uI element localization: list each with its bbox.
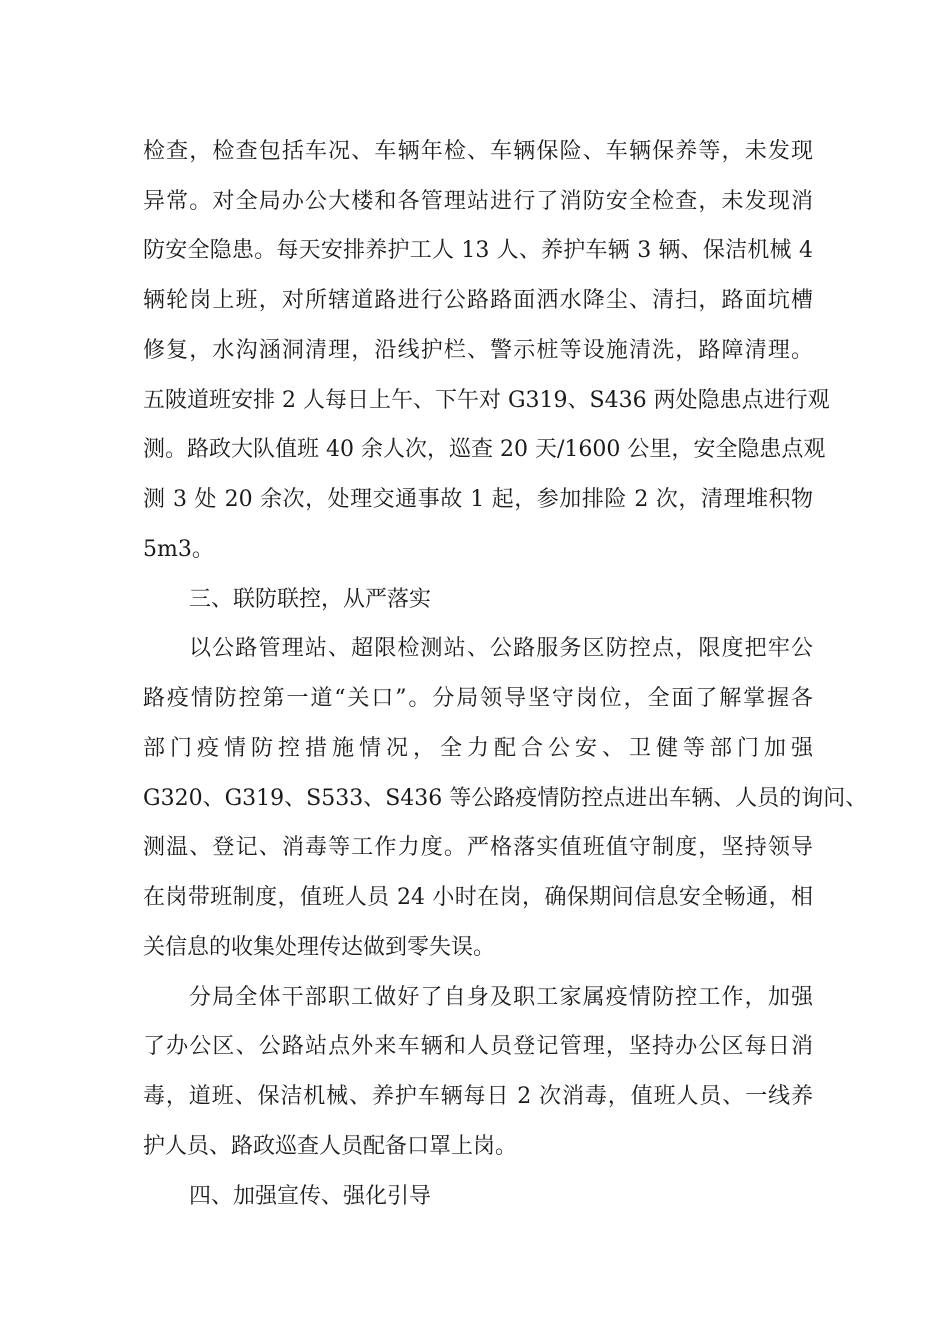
paragraph-line: 5m3。 bbox=[143, 537, 214, 562]
paragraph-line: 护人员、路政巡查人员配备口罩上岗。 bbox=[143, 1134, 518, 1159]
paragraph-line: 关信息的收集处理传达做到零失误。 bbox=[143, 935, 496, 960]
section-heading: 四、加强宣传、强化引导 bbox=[189, 1184, 432, 1209]
paragraph-line: 在岗带班制度，值班人员 24 小时在岗，确保期间信息安全畅通，相 bbox=[143, 885, 813, 910]
paragraph-line: 异常。对全局办公大楼和各管理站进行了消防安全检查，未发现消 bbox=[143, 189, 813, 214]
paragraph-line: 防安全隐患。每天安排养护工人 13 人、养护车辆 3 辆、保洁机械 4 bbox=[143, 238, 813, 263]
paragraph-line: 路疫情防控第一道“关口”。分局领导坚守岗位，全面了解掌握各 bbox=[143, 686, 813, 711]
paragraph-line: 五陂道班安排 2 人每日上午、下午对 G319、S436 两处隐患点进行观 bbox=[143, 388, 830, 413]
paragraph-line: 测 3 处 20 余次，处理交通事故 1 起，参加排险 2 次，清理堆积物 bbox=[143, 487, 813, 512]
paragraph-line: 部门疫情防控措施情况，全力配合公安、卫健等部门加强 bbox=[143, 736, 813, 761]
paragraph-line: 检查，检查包括车况、车辆年检、车辆保险、车辆保养等，未发现 bbox=[143, 139, 813, 164]
paragraph-line: 辆轮岗上班，对所辖道路进行公路路面洒水降尘、清扫，路面坑槽 bbox=[143, 288, 813, 313]
paragraph-line: 修复，水沟涵洞清理，沿线护栏、警示桩等设施清洗，路障清理。 bbox=[143, 338, 813, 363]
paragraph-line: 测温、登记、消毒等工作力度。严格落实值班值守制度，坚持领导 bbox=[143, 835, 813, 860]
paragraph-line: G320、G319、S533、S436 等公路疫情防控点进出车辆、人员的询问、 bbox=[143, 786, 868, 811]
paragraph-line: 分局全体干部职工做好了自身及职工家属疫情防控工作，加强 bbox=[189, 985, 813, 1010]
paragraph-line: 测。路政大队值班 40 余人次，巡查 20 天/1600 公里，安全隐患点观 bbox=[143, 437, 826, 462]
section-heading: 三、联防联控，从严落实 bbox=[189, 587, 432, 612]
paragraph-line: 以公路管理站、超限检测站、公路服务区防控点，限度把牢公 bbox=[189, 636, 813, 661]
paragraph-line: 毒，道班、保洁机械、养护车辆每日 2 次消毒，值班人员、一线养 bbox=[143, 1084, 813, 1109]
paragraph-line: 了办公区、公路站点外来车辆和人员登记管理，坚持办公区每日消 bbox=[143, 1034, 813, 1059]
